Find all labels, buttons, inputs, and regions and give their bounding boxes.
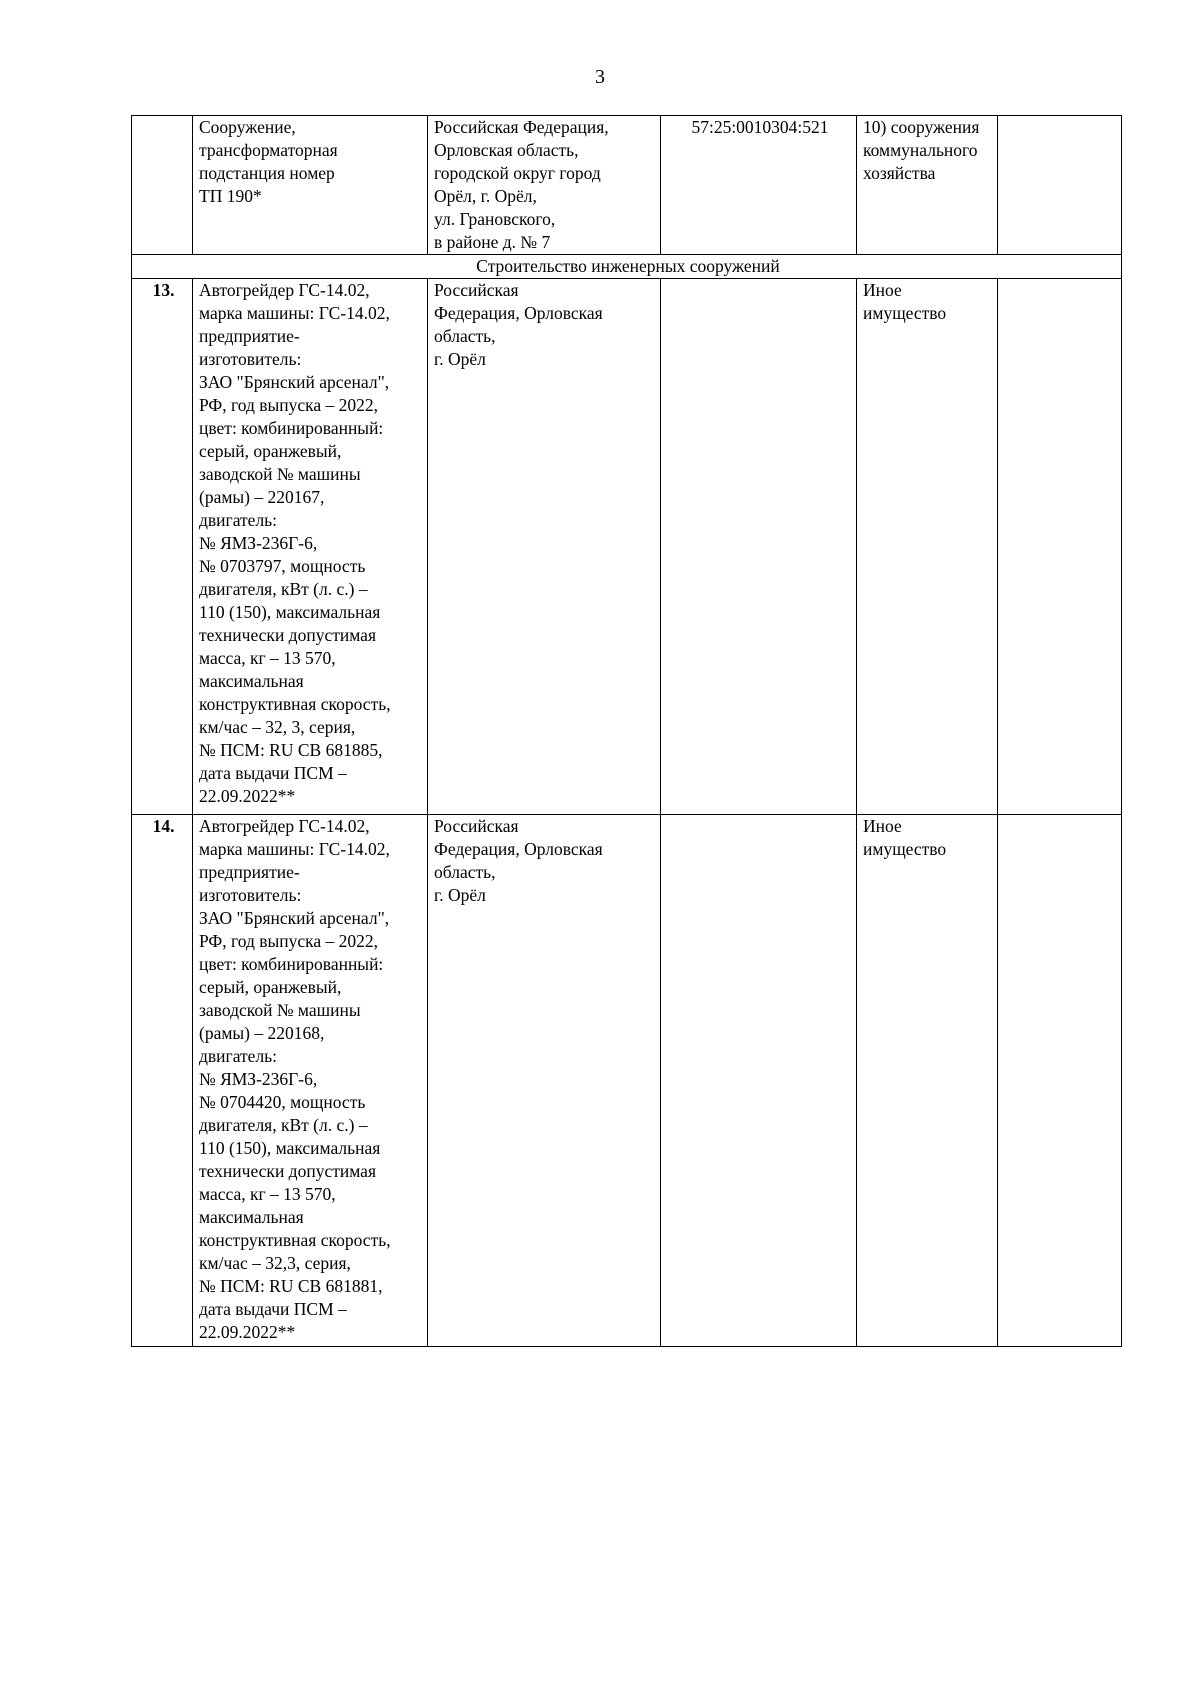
cadastral-number-cell [661, 815, 857, 1347]
section-row [132, 255, 1122, 279]
object-type-cell: Иное имущество [857, 279, 998, 815]
page-number: 3 [595, 66, 605, 88]
row-number-cell: 13. [132, 279, 193, 815]
row-number-cell: 14. [132, 815, 193, 1347]
cadastral-number-cell [661, 279, 857, 815]
address-cell: Российская Федерация, Орловская область, г. Орёл [428, 815, 661, 1347]
section-title: Строительство инженерных сооружений [132, 255, 1122, 279]
table-row [132, 116, 1122, 255]
address-cell: Российская Федерация, Орловская область, г. Орёл [428, 279, 661, 815]
property-registry-table [131, 115, 1122, 1347]
cadastral-number-cell: 57:25:0010304:521 [661, 116, 857, 255]
object-type-cell: 10) сооружения коммунального хозяйства [857, 116, 998, 255]
extra-cell [998, 116, 1122, 255]
row-number-cell [132, 116, 193, 255]
extra-cell [998, 279, 1122, 815]
address-cell: Российская Федерация, Орловская область, городской округ город Орёл, г. Орёл, ул. Грановского, в районе д. № 7 [428, 116, 661, 255]
object-name-cell: Автогрейдер ГС-14.02, марка машины: ГС-14.02, предприятие- изготовитель: ЗАО "Брянский арсенал", РФ, год выпуска – 2022, цвет: комбинированный: серый, оранжевый, заводской № машины (рамы) – 220167, двигатель: № ЯМЗ-236Г-6, № 0703797, мощность двигателя, кВт (л. с.) – 110 (150), максимальная технически допустимая масса, кг – 13 570, максимальная конструктивная скорость, км/час – 32, 3, серия, № ПСМ: RU CB 681885, дата выдачи ПСМ – 22.09.2022** [193, 279, 428, 815]
table-row [132, 279, 1122, 815]
object-type-cell: Иное имущество [857, 815, 998, 1347]
object-name-cell: Сооружение, трансформаторная подстанция номер ТП 190* [193, 116, 428, 255]
extra-cell [998, 815, 1122, 1347]
table-row [132, 815, 1122, 1347]
object-name-cell: Автогрейдер ГС-14.02, марка машины: ГС-14.02, предприятие- изготовитель: ЗАО "Брянский арсенал", РФ, год выпуска – 2022, цвет: комбинированный: серый, оранжевый, заводской № машины (рамы) – 220168, двигатель: № ЯМЗ-236Г-6, № 0704420, мощность двигателя, кВт (л. с.) – 110 (150), максимальная технически допустимая масса, кг – 13 570, максимальная конструктивная скорость, км/час – 32,3, серия, № ПСМ: RU CB 681881, дата выдачи ПСМ – 22.09.2022** [193, 815, 428, 1347]
